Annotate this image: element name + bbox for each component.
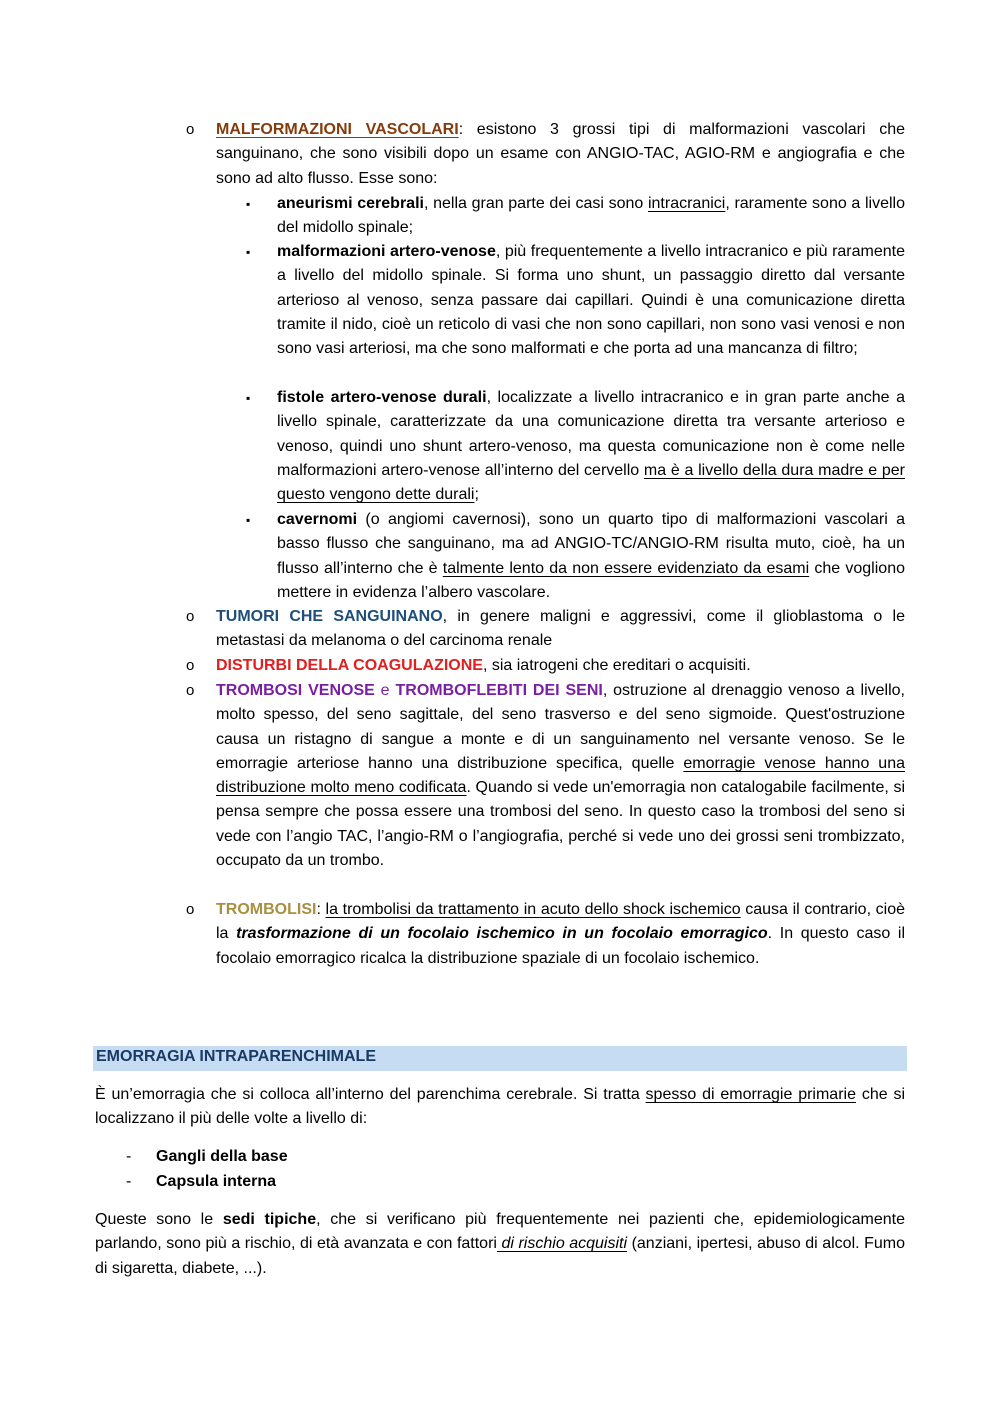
bullet-circle-icon: o bbox=[186, 682, 195, 699]
term: cavernomi bbox=[277, 511, 358, 528]
underlined-text: la trombolisi da trattamento in acuto dello shock ischemico bbox=[325, 901, 741, 918]
colon: : bbox=[316, 901, 326, 918]
italic-underlined-text: di rischio acquisiti bbox=[496, 1235, 628, 1253]
bold-text: sedi tipiche bbox=[222, 1211, 317, 1228]
dash-list-item bbox=[126, 1170, 277, 1194]
underlined-text: emorragie venose hanno una distribuzione molto meno codificata bbox=[216, 754, 906, 797]
tumori-text: , in genere maligni e aggressivi, come il glioblastoma o le metastasi da melanoma o del carcinoma renale bbox=[216, 608, 905, 650]
list-item-trombolisi bbox=[186, 898, 906, 971]
underlined-text: ma è a livello della dura madre e per questo vengono dette durali bbox=[277, 461, 905, 504]
trombosi-title-a: TROMBOSI VENOSE bbox=[216, 682, 375, 699]
dash-bullet: - bbox=[126, 1148, 132, 1165]
dash-list-item bbox=[126, 1145, 288, 1169]
sublist-item-mav bbox=[246, 240, 905, 361]
list-item-text: Gangli della base bbox=[156, 1148, 288, 1165]
dash-bullet: - bbox=[126, 1173, 132, 1190]
bullet-circle-icon: o bbox=[186, 121, 195, 138]
bullet-circle-icon: o bbox=[186, 657, 195, 674]
text: , nella gran parte dei casi sono bbox=[423, 195, 648, 212]
bullet-circle-icon: o bbox=[186, 608, 195, 625]
section-heading-bar bbox=[93, 1046, 907, 1071]
list-item-tumori bbox=[186, 605, 905, 654]
list-item-text: Capsula interna bbox=[156, 1173, 277, 1190]
bullet-square-icon: ▪ bbox=[246, 391, 251, 405]
trombosi-joiner: e bbox=[374, 682, 396, 699]
text: che vogliono mettere in evidenza l’albero vascolare. bbox=[277, 559, 905, 601]
sublist-item-cavernomi bbox=[246, 508, 905, 605]
bullet-square-icon: ▪ bbox=[246, 513, 251, 527]
trombolisi-title: TROMBOLISI bbox=[216, 901, 317, 918]
tumori-title: TUMORI CHE SANGUINANO bbox=[216, 608, 443, 625]
term: aneurismi cerebrali bbox=[277, 195, 424, 212]
text: , localizzate a livello intracranico e in gran parte anche a livello spinale, caratterizzate da una comunicazione diretta tra versante arterioso e venoso, quindi uno shunt artero-venoso, ma questa comunicazione non è come nelle malformazioni artero-venose all’interno del cervello bbox=[277, 389, 906, 479]
bullet-square-icon: ▪ bbox=[246, 197, 251, 211]
underlined-text: intracranici bbox=[647, 195, 726, 212]
sublist-item-aneurismi bbox=[246, 192, 906, 241]
text: che si localizzano il più delle volte a livello di: bbox=[95, 1086, 905, 1128]
term: fistole artero-venose durali bbox=[277, 389, 487, 406]
section-heading: EMORRAGIA INTRAPARENCHIMALE bbox=[96, 1048, 376, 1065]
text: ; bbox=[474, 486, 479, 504]
text: È un’emorragia che si colloca all’interno del parenchima cerebrale. Si tratta bbox=[95, 1086, 646, 1103]
trombosi-text: , ostruzione al drenaggio venoso a livello, molto spesso, del seno sagittale, del seno trasverso e del seno sigmoide. Quest'ostruzione causa un ristagno di sangue a monte e di un sanguinamento nel versante venoso. Se le emorragie arteriose hanno una distribuzione specifica, quelle bbox=[216, 682, 906, 772]
bullet-circle-icon: o bbox=[186, 901, 195, 918]
bold-italic-text: trasformazione di un focolaio ischemico in un focolaio emorragico bbox=[236, 925, 768, 943]
trombosi-text-b: . Quando si vede un'emorragia non catalogabile facilmente, si pensa sempre che possa essere una trombosi del seno. In questo caso la trombosi del seno si vede con l’angio TAC, l’angio-RM o l’angiografia, perché si vede uno dei grossi seni trombizzato, occupato da un trombo. bbox=[216, 779, 906, 870]
trombosi-title-b: TROMBOFLEBITI DEI SENI bbox=[395, 682, 603, 699]
sublist-item-fistole bbox=[246, 386, 906, 507]
bullet-square-icon: ▪ bbox=[246, 245, 251, 259]
trombolisi-text: causa il contrario, cioè la bbox=[216, 901, 906, 943]
disturbi-title: DISTURBI DELLA COAGULAZIONE bbox=[216, 657, 483, 674]
disturbi-text: , sia iatrogeni che ereditari o acquisiti. bbox=[482, 657, 751, 674]
text: , che si verificano più frequentemente nei pazienti che, epidemiologicamente parlando, sono più a rischio, di età avanzata e con fattori bbox=[95, 1211, 906, 1253]
list-item-disturbi bbox=[186, 654, 905, 678]
malformazioni-title: MALFORMAZIONI VASCOLARI bbox=[216, 121, 459, 138]
text: (o angiomi cavernosi), sono un quarto tipo di malformazioni vascolari a basso flusso che sanguinano, ma ad ANGIO-TC/ANGIO-RM risulta muto, cioè, ha un flusso all’interno che è bbox=[277, 511, 905, 577]
section-outro bbox=[95, 1208, 905, 1281]
text: (anziani, ipertesi, abuso di alcol. Fumo di sigaretta, diabete, ...). bbox=[95, 1235, 906, 1277]
text: , più frequentemente a livello intracranico e più raramente a livello del midollo spinale. Si forma uno shunt, un passaggio diretto dal versante arterioso al venoso, senza passare dai capillari. Quindi è una comunicazione diretta tramite il nido, cioè un reticolo di vasi che non sono capillari, non sono vasi venosi e non sono vasi arteriosi, ma che sono malformati e che porta ad una mancanza di filtro; bbox=[277, 243, 905, 358]
underlined-text: talmente lento da non essere evidenziato da esami bbox=[442, 559, 810, 577]
term: malformazioni artero-venose bbox=[277, 243, 496, 260]
list-item-malformazioni bbox=[186, 118, 905, 191]
list-item-trombosi bbox=[186, 679, 906, 873]
malformazioni-text: : esistono 3 grossi tipi di malformazioni vascolari che sanguinano, che sono visibili dopo un esame con ANGIO-TAC, AGIO-RM e angiografia e che sono ad alto flusso. Esse sono: bbox=[216, 121, 905, 187]
trombolisi-text-b: . In questo caso il focolaio emorragico ricalca la distribuzione spaziale di un focolaio ischemico. bbox=[216, 925, 906, 967]
underlined-text: spesso di emorragie primarie bbox=[645, 1086, 856, 1103]
text: , raramente sono a livello del midollo spinale; bbox=[277, 195, 906, 237]
text: Queste sono le bbox=[95, 1211, 223, 1228]
section-intro bbox=[95, 1083, 905, 1132]
